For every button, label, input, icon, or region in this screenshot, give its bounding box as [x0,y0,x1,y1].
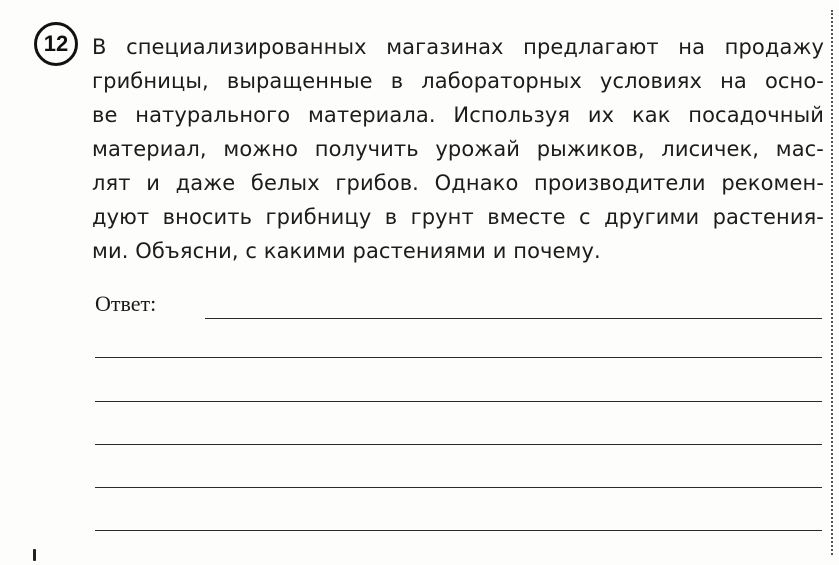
answer-line-5[interactable] [95,487,822,488]
question-line-3: ве натурального материала. Используя их как посадочный [92,103,824,127]
task-number-badge [34,22,78,66]
question-line-4: материал, можно получить урожай рыжиков, лисичек, мас- [92,137,824,161]
scan-speck [33,549,36,561]
question-line-7: ми. Объясни, с какими растениями и почему. [92,239,601,263]
question-text [92,30,824,268]
question-line-5: лят и даже белых грибов. Однако производители рекомен- [92,171,824,195]
cut-edge-dotted-line [831,10,833,555]
answer-line-4[interactable] [95,444,822,445]
question-line-6: дуют вносить грибницу в грунт вместе с другими растения- [92,205,824,229]
answer-line-1[interactable] [205,318,822,319]
answer-label: Ответ: [95,291,157,316]
answer-line-3[interactable] [95,401,822,402]
answer-line-6[interactable] [95,530,822,531]
question-line-1: В специализированных магазинах предлагают на продажу [92,35,824,59]
task-number: 12 [43,31,69,56]
question-line-2: грибницы, выращенные в лабораторных условиях на осно- [92,69,824,93]
answer-line-2[interactable] [95,357,822,358]
